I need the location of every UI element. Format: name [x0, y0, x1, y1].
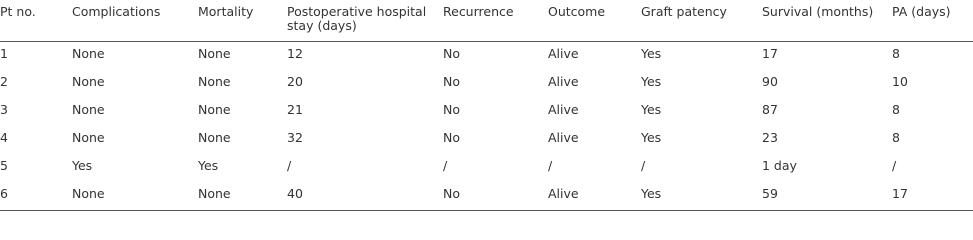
cell-recurrence: No: [443, 102, 460, 117]
cell-complications: None: [72, 74, 105, 89]
table-row: [0, 154, 973, 182]
cell-survival: 59: [762, 182, 892, 211]
cell-pt-no: 3: [0, 102, 8, 117]
header-outcome: Outcome: [548, 0, 641, 42]
cell-graft-patency: Yes: [641, 46, 662, 61]
cell-mortality: None: [198, 102, 231, 117]
cell-survival: 1 day: [762, 158, 797, 173]
cell-hospital-stay: 32: [287, 130, 303, 145]
cell-complications: Yes: [72, 158, 93, 173]
cell-complications: None: [72, 102, 105, 117]
cell-outcome: Alive: [548, 102, 579, 117]
cell-pa-days: /: [892, 158, 897, 173]
cell-recurrence: /: [443, 158, 448, 173]
table-row: [0, 70, 973, 98]
cell-mortality: None: [198, 130, 231, 145]
header-pa-days: PA (days): [892, 0, 973, 42]
header-mortality: Mortality: [198, 0, 287, 42]
cell-complications: None: [72, 130, 105, 145]
cell-mortality: None: [198, 46, 231, 61]
header-recurrence: Recurrence: [443, 0, 548, 42]
cell-survival: 87: [762, 102, 778, 117]
cell-complications: None: [72, 46, 105, 61]
cell-pt-no: 6: [0, 182, 72, 211]
header-survival: Survival (months): [762, 0, 892, 42]
cell-recurrence: No: [443, 74, 460, 89]
cell-hospital-stay: 21: [287, 102, 303, 117]
cell-outcome: Alive: [548, 74, 579, 89]
table-body: [0, 42, 973, 211]
cell-pt-no: 5: [0, 158, 8, 173]
cell-hospital-stay: 12: [287, 46, 303, 61]
header-pt-no: Pt no.: [0, 0, 72, 42]
header-row: [0, 0, 973, 42]
cell-outcome: Alive: [548, 46, 579, 61]
cell-graft-patency: Yes: [641, 74, 662, 89]
cell-recurrence: No: [443, 130, 460, 145]
cell-pt-no: 2: [0, 74, 8, 89]
table-row: [0, 126, 973, 154]
cell-survival: 23: [762, 130, 778, 145]
cell-graft-patency: Yes: [641, 130, 662, 145]
cell-pa-days: 8: [892, 46, 900, 61]
cell-outcome: Alive: [548, 130, 579, 145]
table-header: [0, 0, 973, 42]
cell-graft-patency: /: [641, 158, 646, 173]
cell-pt-no: 4: [0, 130, 8, 145]
cell-recurrence: No: [443, 182, 548, 211]
cell-survival: 17: [762, 46, 778, 61]
cell-hospital-stay: 40: [287, 182, 443, 211]
table-row: [0, 98, 973, 126]
cell-pa-days: 8: [892, 130, 900, 145]
header-graft-patency: Graft patency: [641, 0, 762, 42]
cell-graft-patency: Yes: [641, 182, 762, 211]
cell-hospital-stay: 20: [287, 74, 303, 89]
header-postoperative-hospital-stay: Postoperative hospital stay (days): [287, 0, 443, 42]
cell-complications: None: [72, 182, 198, 211]
cell-outcome: Alive: [548, 182, 641, 211]
cell-mortality: None: [198, 74, 231, 89]
cell-pa-days: 17: [892, 182, 973, 211]
cell-mortality: None: [198, 182, 287, 211]
cell-survival: 90: [762, 74, 778, 89]
cell-hospital-stay: /: [287, 158, 292, 173]
cell-mortality: Yes: [198, 158, 219, 173]
cell-recurrence: No: [443, 46, 460, 61]
cell-outcome: /: [548, 158, 553, 173]
cell-graft-patency: Yes: [641, 102, 662, 117]
cell-pt-no: 1: [0, 46, 8, 61]
table-row: [0, 182, 973, 211]
cell-pa-days: 8: [892, 102, 900, 117]
table-row: [0, 42, 973, 71]
cell-pa-days: 10: [892, 74, 908, 89]
header-complications: Complications: [72, 0, 198, 42]
